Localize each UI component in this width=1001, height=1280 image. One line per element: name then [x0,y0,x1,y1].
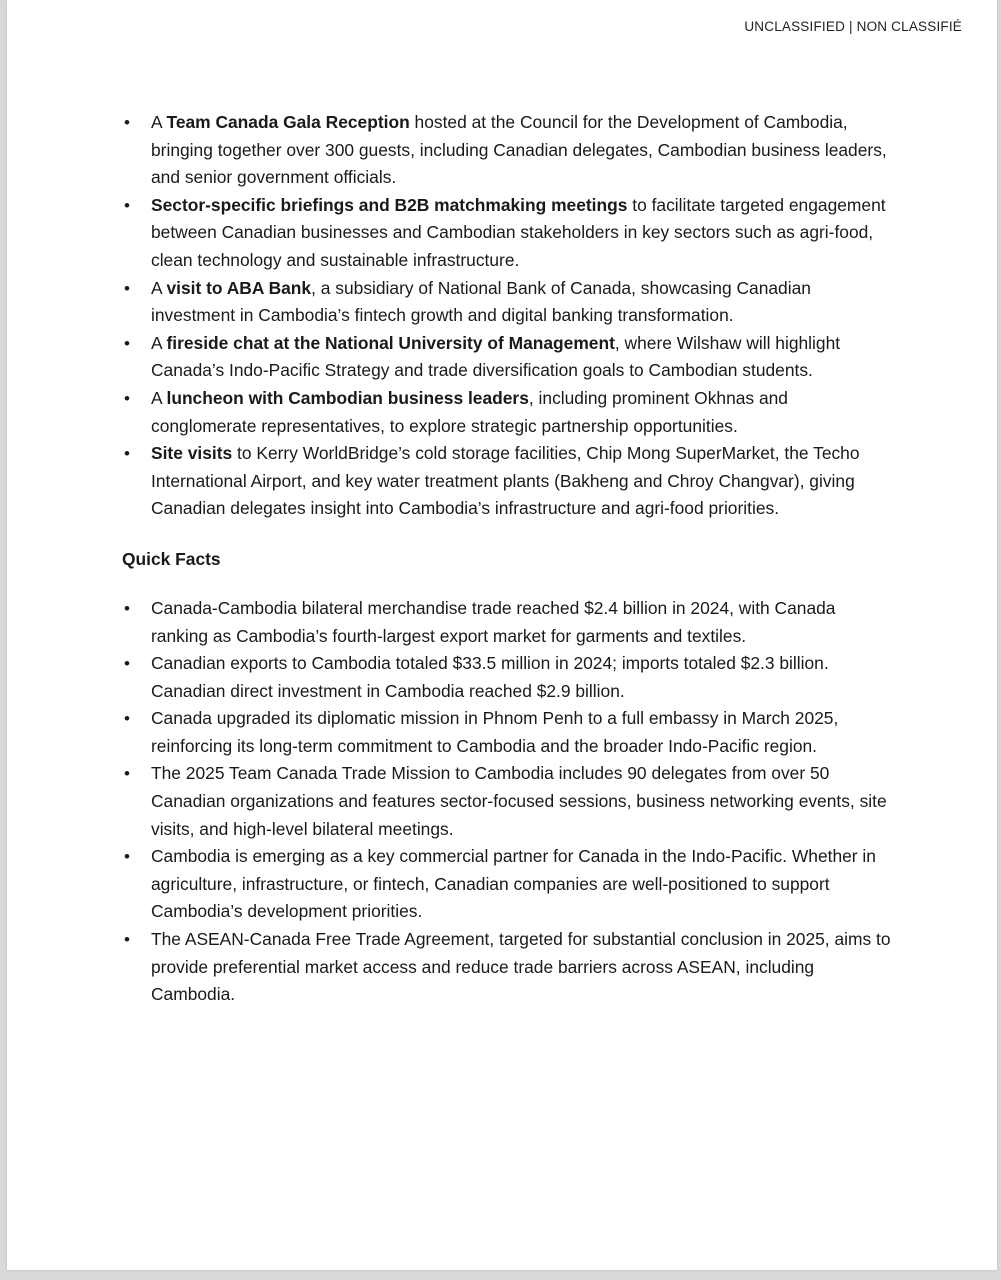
document-page [7,0,997,1270]
bullet-icon: • [124,847,130,867]
list-item: • Site visits to Kerry WorldBridge’s cold storage facilities, Chip Mong SuperMarket, the Techo International Airport, and key water treatment plants (Bakheng and Chroy Changvar), giving Canadian delegates insight into Cambodia’s infrastructure and agri-food priorities. [122,440,892,523]
bullet-icon: • [124,333,130,353]
bullet-icon: • [124,444,130,464]
bullet-icon: • [124,278,130,298]
classification-marking: UNCLASSIFIED | NON CLASSIFIÉ [744,19,962,34]
list-item: • Canadian exports to Cambodia totaled $33.5 million in 2024; imports totaled $2.3 billion. Canadian direct investment in Cambodia reached $2.9 billion. [122,650,892,705]
bullet-icon: • [124,113,130,132]
events-list [122,109,892,523]
document-body [122,109,892,1009]
bullet-icon: • [124,654,130,674]
bullet-icon: • [124,598,130,618]
list-item: • The ASEAN-Canada Free Trade Agreement, targeted for substantial conclusion in 2025, aims to provide preferential market access and reduce trade barriers across ASEAN, including Cambodia. [122,926,892,1009]
list-item: • A luncheon with Cambodian business leaders, including prominent Okhnas and conglomerate representatives, to explore strategic partnership opportunities. [122,385,892,440]
list-item: • A visit to ABA Bank, a subsidiary of National Bank of Canada, showcasing Canadian investment in Cambodia’s fintech growth and digital banking transformation. [122,275,892,330]
list-item: • Cambodia is emerging as a key commercial partner for Canada in the Indo-Pacific. Whether in agriculture, infrastructure, or fintech, Canadian companies are well-positioned to support Cambodia’s development priorities. [122,843,892,926]
quick-facts-list [122,595,892,1009]
bullet-icon: • [124,764,130,784]
list-item: • Canada upgraded its diplomatic mission in Phnom Penh to a full embassy in March 2025, reinforcing its long-term commitment to Cambodia and the broader Indo-Pacific region. [122,705,892,760]
list-item: • Canada-Cambodia bilateral merchandise trade reached $2.4 billion in 2024, with Canada ranking as Cambodia’s fourth-largest export market for garments and textiles. [122,595,892,650]
bullet-icon: • [124,388,130,408]
list-item: • The 2025 Team Canada Trade Mission to Cambodia includes 90 delegates from over 50 Canadian organizations and features sector-focused sessions, business networking events, site visits, and high-level bilateral meetings. [122,760,892,843]
bullet-icon: • [124,709,130,729]
bullet-icon: • [124,195,130,215]
list-item: • A Team Canada Gala Reception hosted at the Council for the Development of Cambodia, bringing together over 300 guests, including Canadian delegates, Cambodian business leaders, and senior government officials. [122,109,892,192]
quick-facts-heading: Quick Facts [122,548,221,569]
list-item: • A fireside chat at the National University of Management, where Wilshaw will highlight Canada’s Indo-Pacific Strategy and trade diversification goals to Cambodian students. [122,330,892,385]
bullet-icon: • [124,930,130,950]
list-item: • Sector-specific briefings and B2B matchmaking meetings to facilitate targeted engagement between Canadian businesses and Cambodian stakeholders in key sectors such as agri-food, clean technology and sustainable infrastructure. [122,192,892,275]
